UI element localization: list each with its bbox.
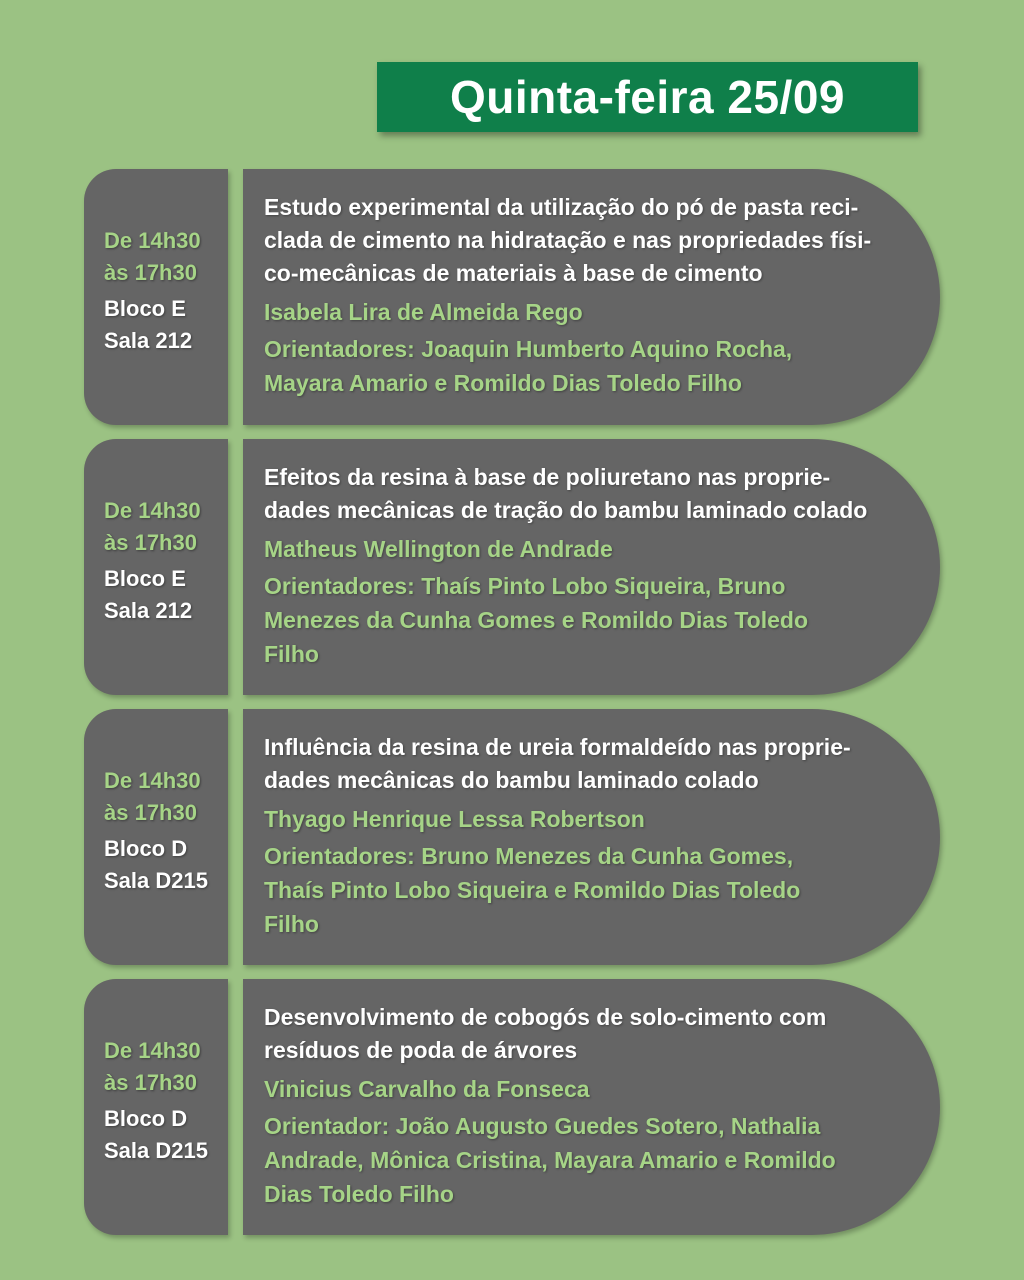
session-time-end: às 17h30 [104, 260, 197, 285]
date-header [377, 62, 918, 132]
session-title [264, 1001, 904, 1067]
session-card [84, 709, 940, 965]
session-advisors [264, 569, 904, 671]
session-title-line: Desenvolvimento de cobogós de solo-cimento com [264, 1004, 827, 1030]
session-title [264, 461, 904, 527]
session-details-panel [243, 439, 940, 695]
session-block: Bloco D [104, 1106, 188, 1131]
session-title-line: Estudo experimental da utilização do pó de pasta reci- [264, 194, 859, 220]
session-time-start: De 14h30 [104, 498, 201, 523]
session-room: Sala 212 [104, 598, 193, 623]
session-advisors [264, 1109, 904, 1211]
session-advisors-line: Filho [264, 641, 319, 667]
session-time-start: De 14h30 [104, 768, 201, 793]
session-block: Bloco E [104, 566, 186, 591]
session-advisors-line: Menezes da Cunha Gomes e Romildo Dias Toledo [264, 607, 809, 633]
session-author: Vinicius Carvalho da Fonseca [264, 1076, 590, 1102]
session-card [84, 439, 940, 695]
session-advisors [264, 332, 904, 400]
session-advisors-line: Mayara Amario e Romildo Dias Toledo Filho [264, 370, 742, 396]
session-author: Isabela Lira de Almeida Rego [264, 299, 583, 325]
session-advisors [264, 839, 904, 941]
session-time-end: às 17h30 [104, 530, 197, 555]
session-time-panel [84, 169, 228, 425]
session-block: Bloco D [104, 836, 188, 861]
session-details-panel [243, 169, 940, 425]
session-title-line: resíduos de poda de árvores [264, 1037, 578, 1063]
session-advisors-line: Orientadores: Thaís Pinto Lobo Siqueira, Bruno [264, 573, 786, 599]
session-title-line: co-mecânicas de materiais à base de cimento [264, 260, 763, 286]
session-author: Matheus Wellington de Andrade [264, 536, 613, 562]
session-advisors-line: Orientador: João Augusto Guedes Sotero, Nathalia [264, 1113, 821, 1139]
date-header-title: Quinta-feira 25/09 [449, 71, 846, 123]
session-time-panel [84, 439, 228, 695]
session-time-end: às 17h30 [104, 1070, 197, 1095]
session-advisors-line: Filho [264, 911, 319, 937]
session-advisors-line: Andrade, Mônica Cristina, Mayara Amario e Romildo [264, 1147, 836, 1173]
session-title-line: clada de cimento na hidratação e nas propriedades físi- [264, 227, 872, 253]
session-title [264, 191, 904, 290]
session-room: Sala 212 [104, 328, 193, 353]
session-room: Sala D215 [104, 868, 208, 893]
session-title-line: dades mecânicas de tração do bambu laminado colado [264, 497, 868, 523]
session-advisors-line: Orientadores: Joaquin Humberto Aquino Rocha, [264, 336, 793, 362]
session-title [264, 731, 904, 797]
session-advisors-line: Orientadores: Bruno Menezes da Cunha Gomes, [264, 843, 794, 869]
session-card [84, 169, 940, 425]
session-block: Bloco E [104, 296, 186, 321]
session-title-line: dades mecânicas do bambu laminado colado [264, 767, 759, 793]
session-time-panel [84, 709, 228, 965]
session-author: Thyago Henrique Lessa Robertson [264, 806, 645, 832]
session-title-line: Efeitos da resina à base de poliuretano nas proprie- [264, 464, 831, 490]
session-title-line: Influência da resina de ureia formaldeído nas proprie- [264, 734, 851, 760]
session-time-panel [84, 979, 228, 1235]
session-advisors-line: Thaís Pinto Lobo Siqueira e Romildo Dias Toledo [264, 877, 801, 903]
session-details-panel [243, 709, 940, 965]
session-details-panel [243, 979, 940, 1235]
session-room: Sala D215 [104, 1138, 208, 1163]
session-advisors-line: Dias Toledo Filho [264, 1181, 454, 1207]
session-time-end: às 17h30 [104, 800, 197, 825]
session-time-start: De 14h30 [104, 228, 201, 253]
session-time-start: De 14h30 [104, 1038, 201, 1063]
session-card [84, 979, 940, 1235]
